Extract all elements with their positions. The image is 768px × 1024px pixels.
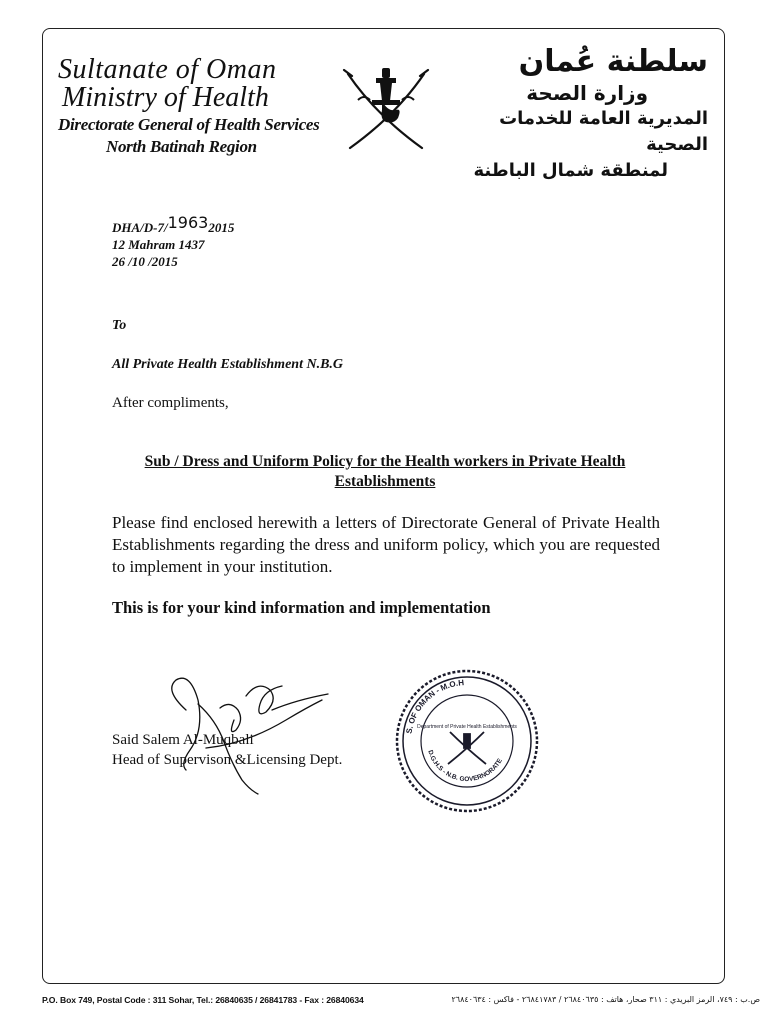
stamp-emblem-icon <box>448 732 486 764</box>
svg-text:D.G.H.S - N.B. GOVERNORATE <box>426 749 504 783</box>
signatory-title: Head of Supervison &Licensing Dept. <box>112 752 343 768</box>
letterhead-arabic <box>468 44 708 184</box>
greeting: After compliments, <box>112 395 229 411</box>
oman-emblem-icon <box>336 60 436 156</box>
recipient: All Private Health Establishment N.B.G <box>112 357 344 372</box>
official-stamp <box>394 668 540 814</box>
stamp-inner-text: D.G.H.S - N.B. GOVERNORATE <box>426 749 504 784</box>
region-name: North Batinah Region <box>106 137 257 156</box>
letterhead-english <box>58 56 358 158</box>
reference-block <box>112 213 235 270</box>
stamp-outer-text: S. OF OMAN - M.O.H <box>404 678 465 735</box>
closing-line: This is for your kind information and implementation <box>112 598 491 617</box>
hijri-date: 12 Mahram 1437 <box>112 237 205 252</box>
gregorian-date: 26 /10 /2015 <box>112 254 178 269</box>
signatory-name: Said Salem Al-Muqbali <box>112 732 254 748</box>
handwritten-number: 1963 <box>167 213 209 232</box>
region-name-arabic: لمنطقة شمال الباطنة <box>473 160 668 181</box>
footer-contact-arabic: ص.ب : ٧٤٩، الرمز البريدي : ٣١١ صحار، هاتف : ٢٦٨٤٠٦٣٥ / ٢٦٨٤١٧٨٣ - فاكس : ٢٦٨٤٠٦٣٤ <box>451 995 760 1004</box>
ministry-name-arabic: وزارة الصحة <box>526 81 648 105</box>
body-paragraph: Please find enclosed herewith a letters of Directorate General of Private Health Establishments regarding the dress and uniform policy, which you are requested to implement in your institution. <box>112 513 660 576</box>
handwritten-signature <box>146 660 346 800</box>
footer-contact-english: P.O. Box 749, Postal Code : 311 Sohar, Tel.: 26840635 / 26841783 - Fax : 26840634 <box>42 995 364 1005</box>
to-label: To <box>112 318 127 333</box>
ministry-name: Ministry of Health <box>62 82 269 113</box>
directorate-name: Directorate General of Health Services <box>58 115 320 134</box>
subject-line: Sub / Dress and Uniform Policy for the Health workers in Private Health Establishments <box>144 453 626 490</box>
reference-number: DHA/D-7/19632015 <box>112 213 235 235</box>
directorate-name-arabic: المديرية العامة للخدمات الصحية <box>499 108 708 155</box>
country-name: Sultanate of Oman <box>58 54 277 85</box>
country-name-arabic: سلطنة عُمان <box>518 44 708 79</box>
stamp-sub-text: Department of Private Health Establishments <box>417 724 517 730</box>
